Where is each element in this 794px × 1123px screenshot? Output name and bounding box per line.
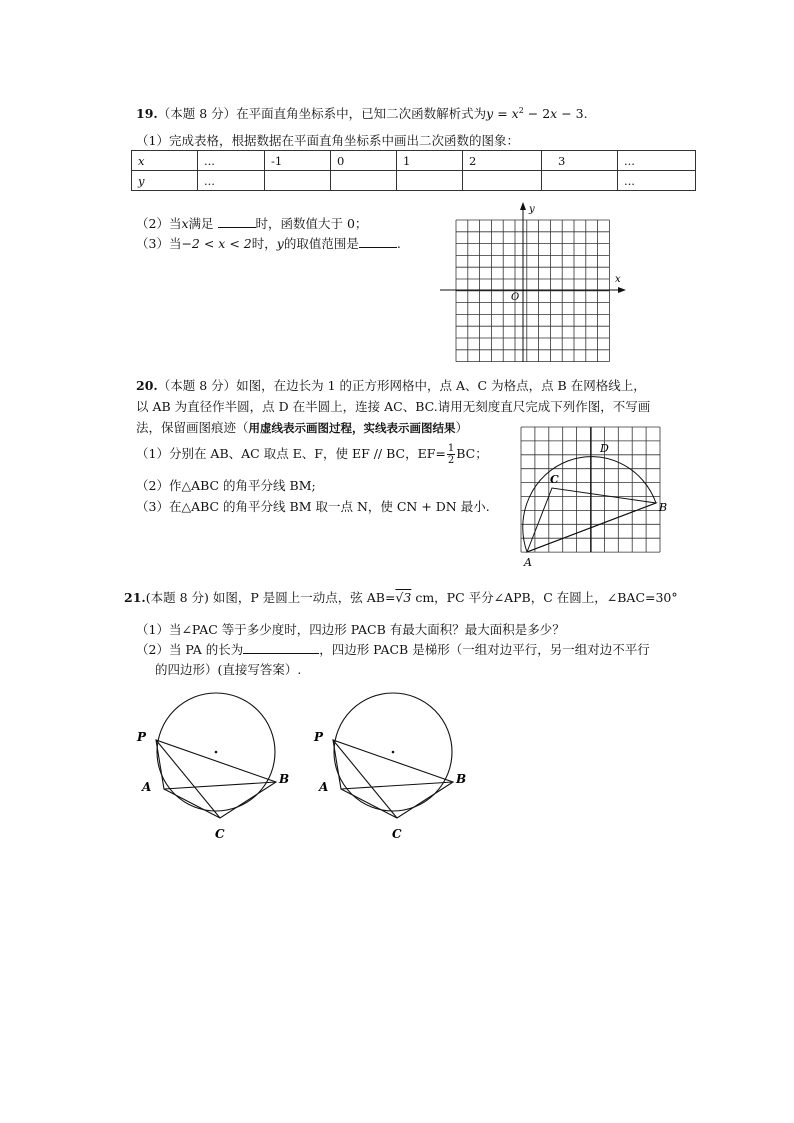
- answer-blank[interactable]: [218, 227, 256, 228]
- q20-grid-figure: [515, 420, 675, 572]
- table-cell: [265, 171, 331, 191]
- table-cell: 2: [463, 151, 542, 171]
- table-cell: [397, 171, 463, 191]
- point-label-c: C: [550, 473, 559, 486]
- q19-formula-eq: =: [493, 106, 512, 121]
- q19-formula-sup: 2: [518, 105, 524, 115]
- point-label-c: C: [215, 827, 225, 841]
- point-label-p: P: [314, 730, 324, 744]
- circle-center: [392, 751, 395, 754]
- fraction-one-half: $\frac{1}{2}$: [447, 443, 455, 466]
- q21-line1: 21.(本题 8 分) 如图，P 是圆上一动点，弦 AB=√3 cm，PC 平分∠APB，C 在圆上，∠BAC=30°: [124, 590, 678, 605]
- chord-ab: [341, 782, 453, 789]
- q20-part3: （3）在△ABC 的角平分线 BM 取一点 N，使 CN + DN 最小.: [136, 499, 490, 514]
- table-cell: ...: [618, 151, 696, 171]
- q19-formula-x: x: [511, 106, 519, 121]
- q21-number: 21.: [124, 590, 146, 605]
- table-cell: ...: [198, 151, 265, 171]
- answer-blank[interactable]: [359, 247, 397, 248]
- q19-number: 19.: [136, 106, 158, 121]
- table-cell: ...: [618, 171, 696, 191]
- x-axis-arrow: [618, 287, 626, 293]
- q20-line3: 法，保留画图痕迹（用虚线表示画图过程，实线表示画图结果）: [136, 420, 469, 435]
- q19-part1: （1）完成表格，根据数据在平面直角坐标系中画出二次函数的图象：: [136, 133, 519, 148]
- y-axis-label: y: [529, 204, 535, 215]
- semicircle-arc: [523, 457, 656, 552]
- table-cell: 3: [542, 151, 618, 171]
- table-cell: x: [132, 151, 198, 171]
- q21-part2: （2）当 PA 的长为 ，四边形 PACB 是梯形（一组对边平行，另一组对边不平行: [136, 642, 650, 657]
- chord-ab: [164, 782, 276, 789]
- q19-part2: （2）当x满足 时，函数值大于 0；: [136, 216, 368, 231]
- q19-part3: （3）当−2 < x < 2时，y的取值范围是 .: [136, 236, 401, 251]
- point-label-d: D: [600, 442, 609, 455]
- point-label-b: B: [279, 772, 290, 786]
- table-cell: [542, 171, 618, 191]
- x-axis-label: x: [615, 274, 621, 285]
- point-label-a: A: [319, 780, 329, 794]
- point-label-b: B: [659, 501, 668, 514]
- answer-blank[interactable]: [243, 653, 319, 654]
- table-cell: ...: [198, 171, 265, 191]
- q21-circle-figure-1: [125, 685, 315, 850]
- point-label-a: A: [524, 556, 532, 569]
- point-label-c: C: [392, 827, 402, 841]
- q19-value-table: [131, 150, 696, 191]
- q19-coordinate-grid: [440, 200, 630, 365]
- table-row-y: [132, 171, 696, 191]
- table-cell: [331, 171, 397, 191]
- y-axis-arrow: [520, 202, 526, 210]
- table-cell: [463, 171, 542, 191]
- q19-formula-tail: − 3.: [557, 106, 588, 121]
- q21-part1: （1）当∠PAC 等于多少度时，四边形 PACB 有最大面积？最大面积是多少？: [136, 622, 565, 637]
- q20-part2: （2）作△ABC 的角平分线 BM;: [136, 478, 316, 493]
- table-cell: 0: [331, 151, 397, 171]
- origin-label: O: [511, 292, 520, 303]
- table-cell: 1: [397, 151, 463, 171]
- q21-part2-cont: 的四边形）(直接写答案）.: [155, 662, 302, 677]
- table-cell: y: [132, 171, 198, 191]
- q19-formula-x2: x: [550, 106, 558, 121]
- q20-line2: 以 AB 为直径作半圆，点 D 在半圆上，连接 AC、BC.请用无刻度直尺完成下列作图，不写画: [136, 399, 651, 414]
- point-label-p: P: [137, 730, 147, 744]
- circle-center: [215, 751, 218, 754]
- q19-heading: [136, 104, 588, 122]
- q20-part1: （1）分别在 AB、AC 取点 E、F，使 EF // BC，EF= $\frac{1}{2}$ BC；: [136, 443, 488, 466]
- table-row-x: [132, 151, 696, 171]
- q21-circle-figure-2: [302, 685, 492, 850]
- q19-head-text: （本题 8 分）在平面直角坐标系中，已知二次函数解析式为: [157, 106, 487, 121]
- q19-formula-rest: − 2: [523, 106, 551, 121]
- point-label-a: A: [142, 780, 152, 794]
- q20-line1: 20.（本题 8 分）如图，在边长为 1 的正方形网格中，点 A、C 为格点，点 B 在网格线上，: [136, 378, 646, 393]
- q20-number: 20.: [136, 378, 158, 393]
- q19-formula-y: y: [486, 106, 494, 121]
- point-label-b: B: [456, 772, 467, 786]
- table-cell: -1: [265, 151, 331, 171]
